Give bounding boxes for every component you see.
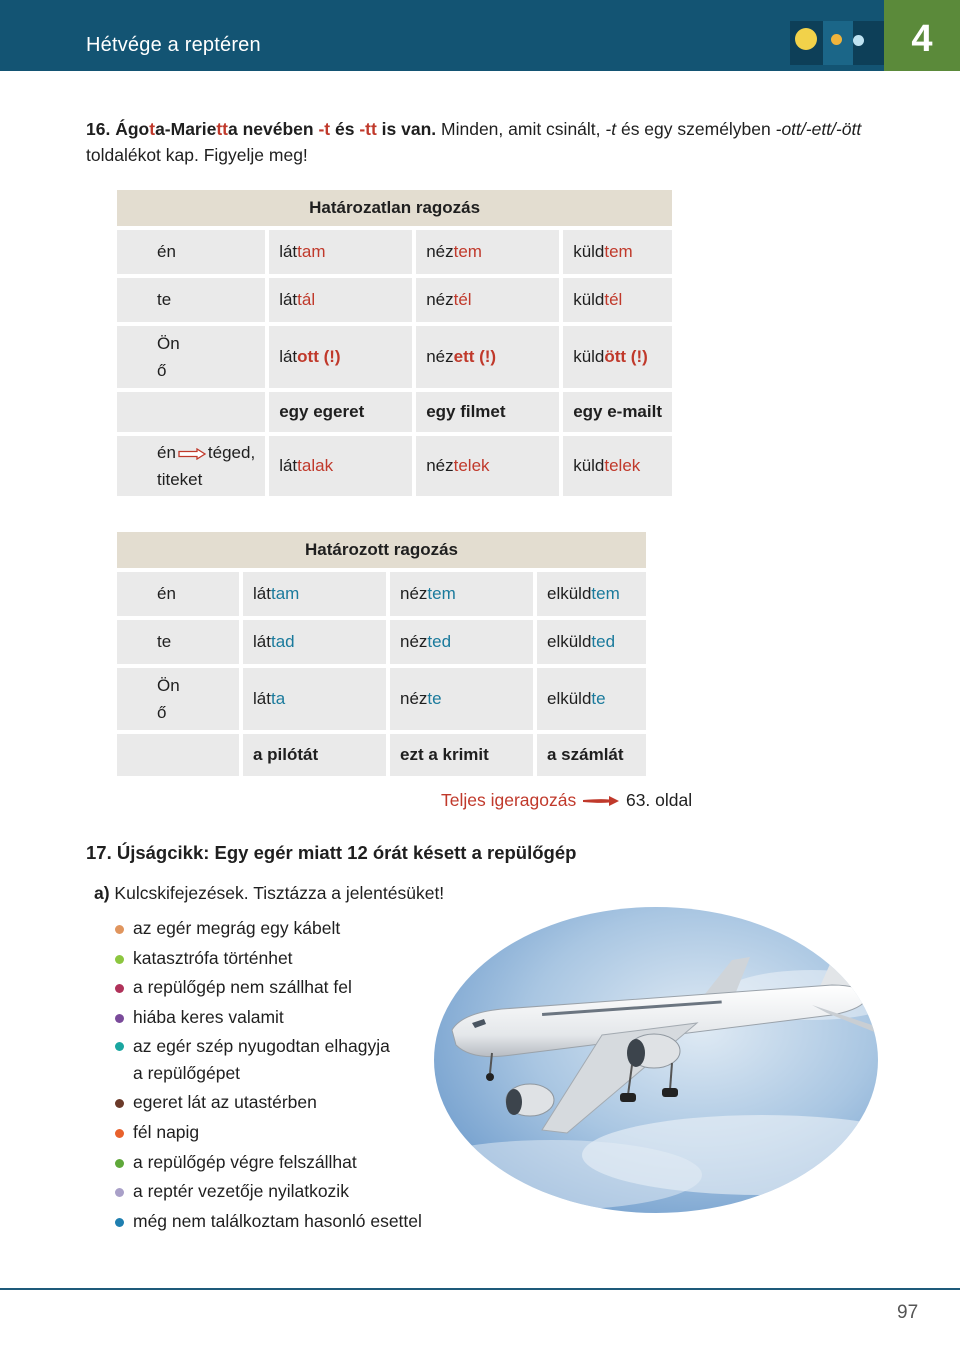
pronoun-cell: te [117,278,265,322]
table-header: Határozatlan ragozás [117,190,672,226]
bullet-dot-icon [115,1042,124,1051]
bullet-dot-icon [115,1188,124,1197]
verb-cell: néztél [416,278,559,322]
object-cell: egy e-mailt [563,392,672,432]
key-phrases-list [115,914,422,1236]
verb-cell: láttál [269,278,412,322]
verb-cell: küldtél [563,278,672,322]
verb-cell: néztem [390,572,533,616]
list-item: a repülőgép végre felszállhat [115,1148,422,1178]
list-item: a repülőgép nem szállhat fel [115,973,422,1003]
page-number: 97 [897,1302,919,1323]
decor-circle-yellow [795,28,817,50]
list-item: még nem találkoztam hasonló esettel [115,1207,422,1237]
bullet-dot-icon [115,1129,124,1138]
object-cell: egy filmet [416,392,559,432]
chapter-badge: 4 [884,0,960,71]
pronoun-cell: Ön ő [117,668,239,730]
table-row [117,436,672,496]
verb-cell: látott (!) [269,326,412,388]
table-row [117,230,672,274]
list-item: a reptér vezetője nyilatkozik [115,1177,422,1207]
pronoun-cell: én [117,230,265,274]
page-header [0,0,960,71]
pronoun-cell: én téged, titeket [117,436,265,496]
verb-cell: látta [243,668,386,730]
table-row [117,668,646,730]
reference-text: Teljes igeragozás [441,790,577,810]
verb-cell: küldött (!) [563,326,672,388]
table-row [117,572,646,616]
pronoun-cell: én [117,572,239,616]
exercise-17-title: 17. Újságcikk: Egy egér miatt 12 órát késett a repülőgép [86,842,577,863]
verb-cell: néztelek [416,436,559,496]
objects-row [117,392,672,432]
verb-cell: elküldtem [537,572,646,616]
list-item: egeret lát az utastérben [115,1088,422,1118]
verb-cell: néztem [416,230,559,274]
verb-cell: nézte [390,668,533,730]
bullet-dot-icon [115,955,124,964]
exercise-17a-instruction: a) Kulcskifejezések. Tisztázza a jelentésüket! [94,883,445,903]
conjugation-reference [441,790,692,811]
object-cell: a számlát [537,734,646,776]
reference-page: 63. oldal [625,790,693,810]
verb-cell: nézted [390,620,533,664]
list-item: fél napig [115,1118,422,1148]
table-row [117,326,672,388]
pronoun-cell: te [117,620,239,664]
object-cell: egy egeret [269,392,412,432]
bullet-dot-icon [115,925,124,934]
definite-conjugation-table [113,528,650,780]
verb-cell: láttalak [269,436,412,496]
bullet-dot-icon [115,1159,124,1168]
verb-cell: küldtelek [563,436,672,496]
bullet-dot-icon [115,984,124,993]
verb-cell: nézett (!) [416,326,559,388]
object-cell: ezt a krimit [390,734,533,776]
objects-row [117,734,646,776]
table-row [117,278,672,322]
list-item: hiába keres valamit [115,1003,422,1033]
indefinite-conjugation-table [113,186,676,500]
verb-cell: láttam [243,572,386,616]
decor-circle-orange [831,34,842,45]
table-header: Határozott ragozás [117,532,646,568]
footer-divider [0,1288,960,1290]
verb-cell: láttam [269,230,412,274]
table-row [117,620,646,664]
object-cell: a pilótát [243,734,386,776]
airplane-photo [432,905,880,1215]
verb-cell: elküldte [537,668,646,730]
bullet-dot-icon [115,1099,124,1108]
list-item: az egér szép nyugodtan elhagyja a repülőgépet [115,1032,422,1088]
ex16-number: 16. [86,119,111,139]
exercise-16-instruction: 16. Ágota-Marietta nevében -t és -tt is van. Minden, amit csinált, -t és egy személyben -ott/-ett/-ött toldalékot kap. Figyelje meg! [86,119,862,165]
bullet-dot-icon [115,1014,124,1023]
arrow-right-icon [178,448,206,460]
arrow-right-icon [583,795,619,807]
ex16-name: Ágota-Marietta [115,119,238,139]
header-title: Hétvége a reptéren [86,34,261,56]
pronoun-cell: Ön ő [117,326,265,388]
decor-circle-light [853,35,864,46]
list-item: az egér megrág egy kábelt [115,914,422,944]
verb-cell: küldtem [563,230,672,274]
verb-cell: láttad [243,620,386,664]
list-item: katasztrófa történhet [115,944,422,974]
bullet-dot-icon [115,1218,124,1227]
verb-cell: elküldted [537,620,646,664]
